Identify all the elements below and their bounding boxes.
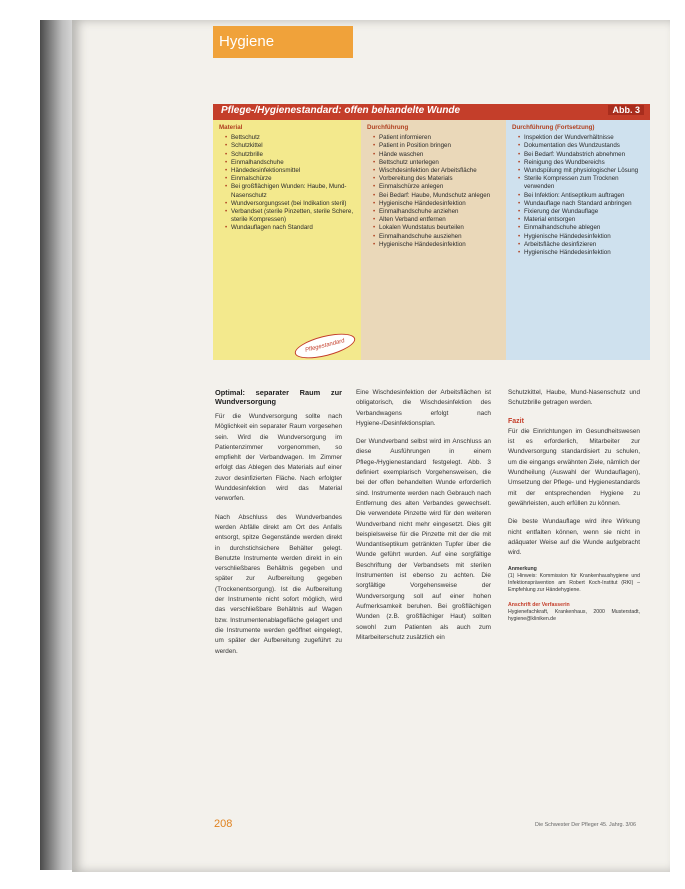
list-item: • Alten Verband entfernen [373,216,500,224]
material-box [213,120,361,360]
list-item: • Wundauflagen nach Standard [225,224,355,232]
list-item: • Reinigung des Wundbereichs [518,159,644,167]
page-number: 208 [214,818,233,830]
list-item: • Dokumentation des Wundzustands [518,142,644,150]
list-item: • Sterile Kompressen zum Trocknen verwenden [518,175,644,191]
article-column-2 [356,388,491,651]
list-item: • Wischdesinfektion der Arbeitsfläche [373,167,500,175]
list-item: • Einmalhandschuhe [225,159,355,167]
column3-paragraph-1: Für die Einrichtungen im Gesundheitswesen ist es erforderlich, Mitarbeiter zur Wundversorgung standardisiert zu schulen, um die eingangs erwähnten Ziele, nämlich der Wundheilung (Auswahl der Wundauflagen), Umsetzung der Pflege- und Hygienestandards mit der entsprechenden Hygiene zu gewährleisten, auch erfüllen zu können. [508,427,640,507]
list-item: • Bei Bedarf: Haube, Mundschutz anlegen [373,192,500,200]
list-item: • Wundspülung mit physiologischer Lösung [518,167,644,175]
section-header: Hygiene [213,26,353,58]
list-item: • Vorbereitung des Materials [373,175,500,183]
procedure-continued-box [506,120,650,360]
journal-footer: Die Schwester Der Pfleger 45. Jahrg. 3/06 [535,822,636,828]
list-item: • Patient in Position bringen [373,142,500,150]
material-heading: Material [219,124,243,131]
list-item: • Einmalschürze anlegen [373,183,500,191]
list-item: • Händedesinfektionsmittel [225,167,355,175]
list-item: • Inspektion der Wundverhältnisse [518,134,644,142]
procedure-heading: Durchführung [367,124,409,131]
column2-paragraph-1: Eine Wischdesinfektion der Arbeitsflächen ist obligatorisch, die Wischdesinfektion des Verbandwagens erfolgt nach Hygiene-/Desinfektionsplan. [356,389,491,427]
list-item: • Bettschutz [225,134,355,142]
list-item: • Bei großflächigen Wunden: Haube, Mund-Nasenschutz [225,183,355,199]
procedure-continued-heading: Durchführung (Fortsetzung) [512,124,595,131]
list-item: • Einmalhandschuhe ablegen [518,224,644,232]
banner-title: Pflege-/Hygienestandard: offen behandelte Wunde [221,105,461,116]
article-column-3 [508,388,640,631]
list-item: • Hygienische Händedesinfektion [373,200,500,208]
material-list [219,134,355,232]
banner-tag: Abb. 3 [608,105,644,115]
list-item: • Verbandset (sterile Pinzetten, sterile Schere, sterile Kompressen) [225,208,355,224]
list-item: • Wundversorgungsset (bei Indikation steril) [225,200,355,208]
column3-paragraph-2: Die beste Wundauflage wird ihre Wirkung nicht entfalten können, wenn sie nicht in adäquater Weise auf die Wunde aufgebracht wird. [508,518,640,557]
list-item: • Bei Infektion: Antiseptikum auftragen [518,192,644,200]
notes-text: (1) Hinweis: Kommission für Krankenhaushygiene und Infektionsprävention am Robert Koch-Institut (RKI) – Empfehlung zur Händehygiene. [508,573,640,594]
column1-paragraph-2: Nach Abschluss des Wundverbandes werden Abfälle direkt am Ort des Anfalls entsorgt, spitze Gegenstände werden direkt in durchstichsichere Behälter gelegt. Benutzte Instrumente werden direkt in ein verschließbares Behältnis gegeben und später zur Aufbereitung gegeben (Trockenentsorgung). Ist die Aufbereitung der Instrumente nicht sofort möglich, wird das verschließbare Behältnis auf Wagen bzw. Instrumentenablagefläche gelagert und die Instrumente werden geöffnet eingelegt, um später der Aufbereitung zugeführt zu werden. [215,513,342,655]
procedure-continued-list [512,134,644,257]
list-item: • Bei Bedarf: Wundabstrich abnehmen [518,151,644,159]
list-item: • Bettschutz unterlegen [373,159,500,167]
fazit-heading: Fazit [508,417,524,425]
article-column-1 [215,388,342,665]
standard-stamp: Pflegestandard [293,329,358,363]
list-item: • Hände waschen [373,151,500,159]
column1-heading: Optimal: separater Raum zur Wundversorgung [215,388,342,406]
list-item: • Einmalhandschuhe anziehen [373,208,500,216]
list-item: • Lokalen Wundstatus beurteilen [373,224,500,232]
list-item: • Patient informieren [373,134,500,142]
procedure-list [367,134,500,249]
list-item: • Schutzbrille [225,151,355,159]
list-item: • Arbeitsfläche desinfizieren [518,241,644,249]
list-item: • Einmalschürze [225,175,355,183]
column1-paragraph-1: Für die Wundversorgung sollte nach Möglichkeit ein separater Raum vorgesehen sein. Wird die Wundversorgung im Patientenzimmer vorgenommen, so empfiehlt der Verbandwagen. Im Zimmer erfolgt das Ablegen des Materials auf einer zuvor desinfizierten Fläche. Nach erfolgter Wunddesinfektion wird das Material verworfen. [215,413,342,503]
column2-paragraph-2: Der Wundverband selbst wird im Anschluss an diese Ausführungen in einem Pflege-/Hygienestandard festgelegt. Abb. 3 definiert exemplarisch Vorgehensweisen, die bei der offen behandelten Wunde erforderlich sind. Instrumente werden nach Gebrauch nach Entfernung des alten Verbandes gewechselt. Die verwendete Pinzette wird für den weiteren Wundverband nicht mehr eingesetzt. Dies gilt beispielsweise für die Pinzette mit der die mit Wundantiseptikum getränkten Tupfer über die Wunde geführt wurden. Auf eine sorgfältige Beschriftung der Verbandsets mit sterilen Instrumenten ist ebenso zu achten. Die sorgfältige Vorgehensweise der Wundversorgung soll auf einer hohen Aufmerksamkeit beruhen. Bei großflächigen Wunden (z.B. großflächiger Haut) sollten sowohl zum Patienten als auch zum Mitarbeiterschutz zusätzlich ein [356,438,491,641]
list-item: • Einmalhandschuhe ausziehen [373,233,500,241]
author-text: Hygienefachkraft, Krankenhaus, 2000 Musterstadt, hygiene@kliniken.de [508,609,640,623]
list-item: • Wundauflage nach Standard anbringen [518,200,644,208]
notes-heading: Anmerkung [508,566,537,573]
list-item: • Fixierung der Wundauflage [518,208,644,216]
standard-banner [213,104,650,120]
list-item: • Schutzkittel [225,142,355,150]
column3-paragraph-0: Schutzkittel, Haube, Mund-Nasenschutz und Schutzbrille getragen werden. [508,389,640,407]
list-item: • Hygienische Händedesinfektion [518,233,644,241]
list-item: • Hygienische Händedesinfektion [373,241,500,249]
procedure-box [361,120,506,360]
author-heading: Anschrift der Verfasserin [508,602,570,609]
list-item: • Material entsorgen [518,216,644,224]
list-item: • Hygienische Händedesinfektion [518,249,644,257]
